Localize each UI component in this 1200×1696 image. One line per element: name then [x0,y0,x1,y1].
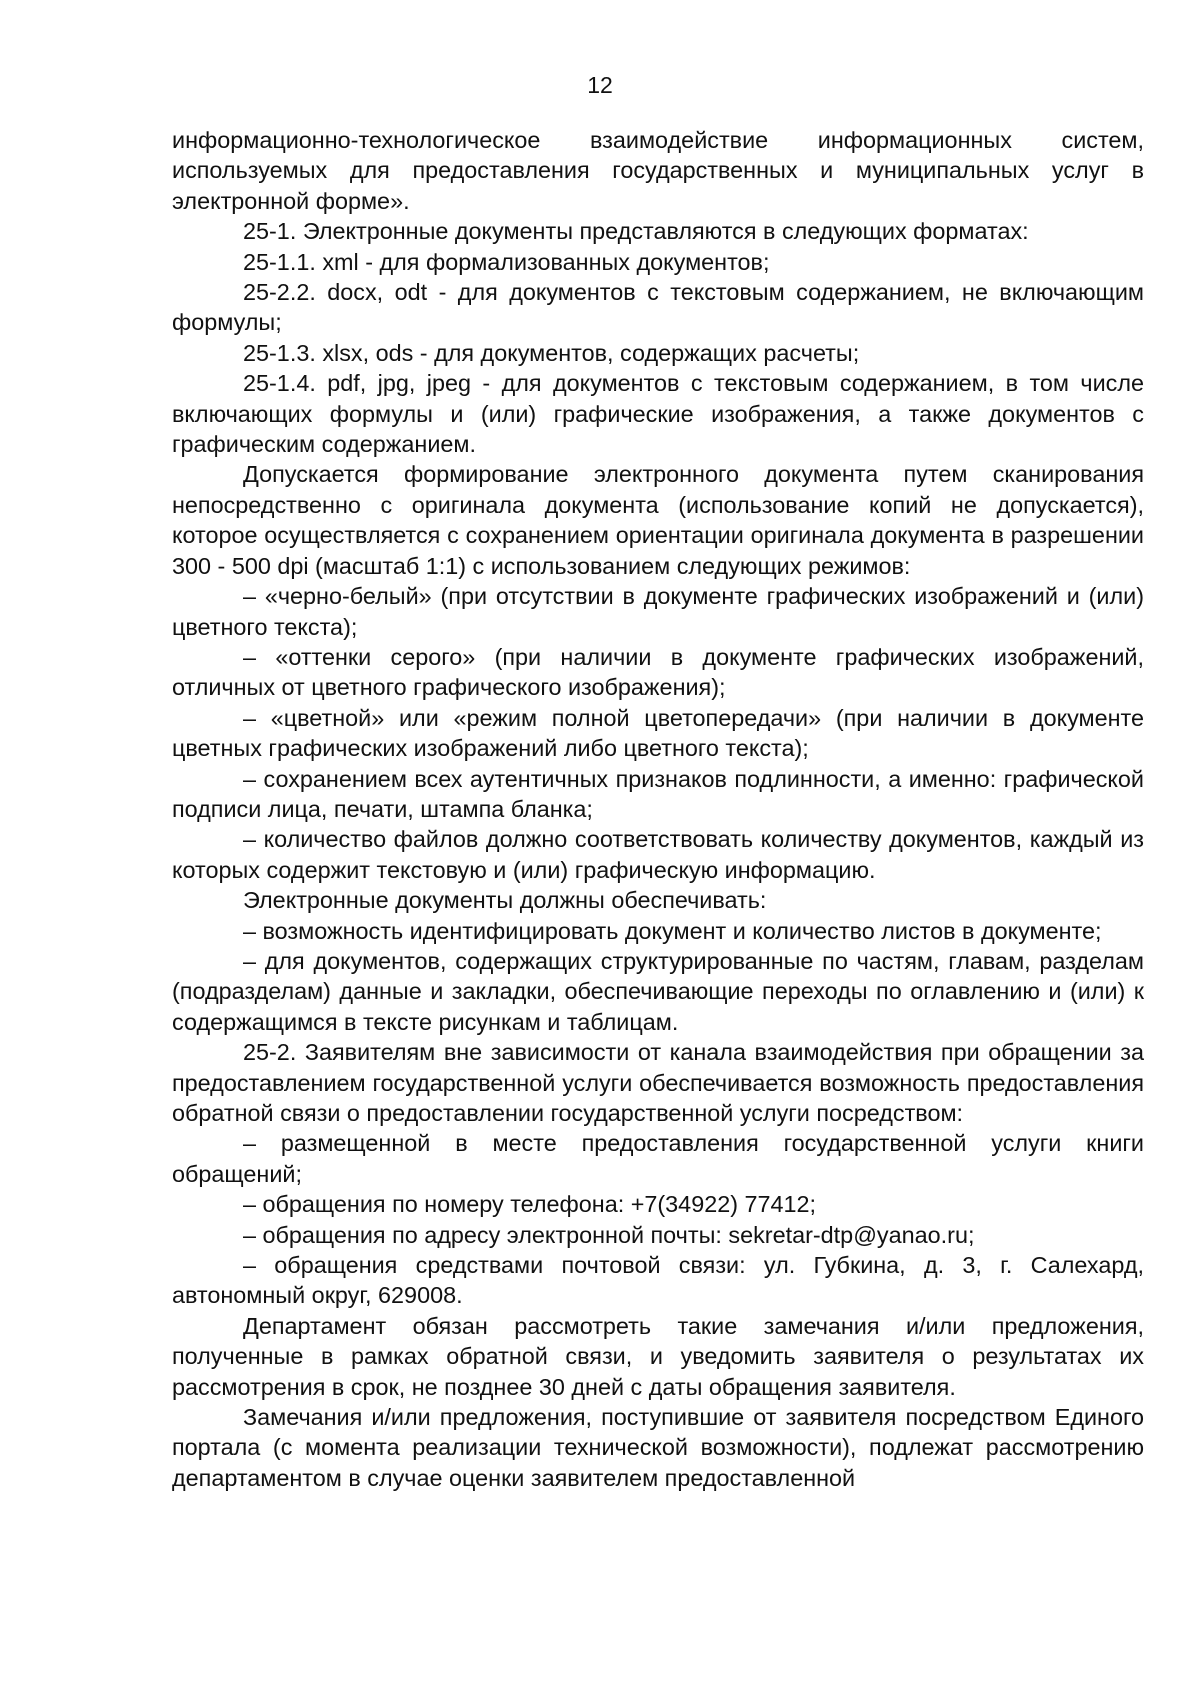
list-item: – сохранением всех аутентичных признаков подлинности, а именно: графической подписи лица, печати, штампа бланка; [172,765,1144,822]
paragraph: 25-2.2. docx, odt - для документов с текстовым содержанием, не включающим формулы; [172,279,1144,336]
paragraph: информационно-технологическое взаимодействие информационных систем, используемых для предоставления государственных и муниципальных услуг в электронной форме». [172,127,1144,214]
paragraph: 25-2. Заявителям вне зависимости от канала взаимодействия при обращении за предоставлением государственной услуги обеспечивается возможность предоставления обратной связи о предоставлении государственной услуги посредством: [172,1039,1144,1126]
list-item: – обращения по номеру телефона: +7(34922) 77412; [243,1191,817,1218]
paragraph: Замечания и/или предложения, поступившие от заявителя посредством Единого портала (с момента реализации технической возможности), подлежат рассмотрению департаментом в случае оценки заявителем предоставленной [172,1404,1144,1491]
paragraph: 25-1.3. xlsx, ods - для документов, содержащих расчеты; [243,339,860,366]
list-item: – обращения по адресу электронной почты: sekretar-dtp@yanao.ru; [243,1221,975,1248]
list-item: – размещенной в месте предоставления государственной услуги книги обращений; [172,1130,1144,1187]
page-number: 12 [587,72,613,98]
paragraph: Департамент обязан рассмотреть такие замечания и/или предложения, полученные в рамках обратной связи, и уведомить заявителя о результатах их рассмотрения в срок, не позднее 30 дней с даты обращения заявителя. [172,1312,1144,1400]
paragraph: Электронные документы должны обеспечивать: [243,887,767,914]
list-item: – возможность идентифицировать документ и количество листов в документе; [243,917,1102,944]
list-item: – количество файлов должно соответствовать количеству документов, каждый из которых содержит текстовую и (или) графическую информацию. [172,826,1144,883]
paragraph: Допускается формирование электронного документа путем сканирования непосредственно с оригинала документа (использование копий не допускается), которое осуществляется с сохранением ориентации оригинала документа в разрешении 300 - 500 dpi (масштаб 1:1) с использованием следующих режимов: [172,461,1144,579]
paragraph: 25-1.1. xml - для формализованных документов; [243,248,770,275]
list-item: – «цветной» или «режим полной цветопередачи» (при наличии в документе цветных графических изображений либо цветного текста); [172,704,1144,762]
paragraph: 25-1.4. pdf, jpg, jpeg - для документов с текстовым содержанием, в том числе включающих формулы и (или) графические изображения, а также документов с графическим содержанием. [172,370,1144,458]
list-item: – для документов, содержащих структурированные по частям, главам, разделам (подразделам) данные и закладки, обеспечивающие переходы по оглавлению и (или) к содержащимся в тексте рисункам и таблицам. [172,947,1144,1035]
list-item: – обращения средствами почтовой связи: ул. Губкина, д. 3, г. Салехард, автономный округ, 629008. [172,1252,1144,1309]
list-item: – «оттенки серого» (при наличии в документе графических изображений, отличных от цветного графического изображения); [172,643,1144,701]
list-item: – «черно-белый» (при отсутствии в документе графических изображений и (или) цветного текста); [172,583,1144,640]
paragraph: 25-1. Электронные документы представляются в следующих форматах: [243,218,1029,245]
document-body [172,125,1144,1493]
